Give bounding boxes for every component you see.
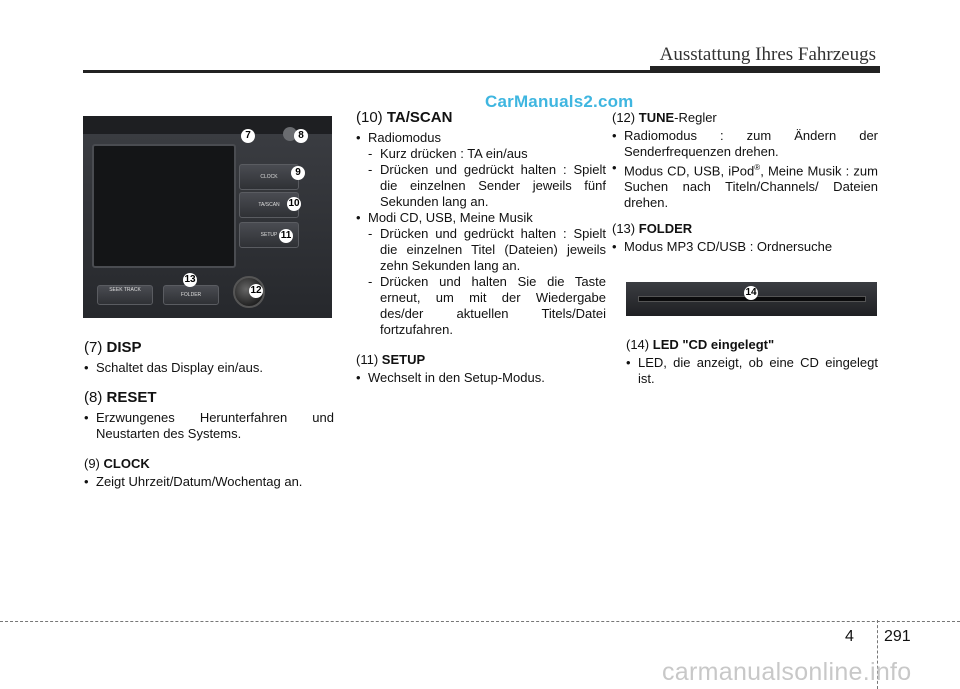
section-13-heading: (13) FOLDER	[612, 221, 693, 237]
section-14-heading: (14) LED "CD eingelegt"	[626, 337, 775, 352]
callout-13: 13	[184, 274, 196, 285]
section-8-bullet: • Erzwungenes Herunterfahren und Neustarten des Systems.	[84, 410, 334, 442]
callout-10: 10	[288, 198, 300, 209]
section-7-heading: (7) DISP	[84, 339, 142, 356]
footer-watermark: carmanualsonline.info	[662, 658, 912, 686]
section-9-heading: (9) CLOCK	[84, 456, 150, 471]
column-1	[84, 340, 334, 490]
callout-8: 8	[294, 129, 308, 143]
chapter-number: 4	[845, 628, 854, 645]
header-title: Ausstattung Ihres Fahrzeugs	[659, 44, 876, 65]
section-10-sub-2: - Drücken und gedrückt halten : Spielt die einzelnen Sender jeweils fünf Sekunden lang an.	[356, 162, 606, 210]
radio-display	[92, 144, 236, 268]
section-10-sub-4: - Drücken und halten Sie die Taste erneut, um mit der Wiedergabe des/der aktuellen Titels/Datei fortzufahren.	[356, 274, 606, 338]
section-10-bullet-1: • Radiomodus	[356, 130, 606, 146]
column-3	[612, 110, 878, 255]
radio-photo	[83, 116, 332, 318]
section-8-heading: (8) RESET	[84, 389, 157, 406]
callout-14: 14	[745, 287, 757, 298]
section-12-bullet-2: • Modus CD, USB, iPod®, Meine Musik : zum Suchen nach Titeln/Channels/ Dateien drehen.	[612, 160, 878, 211]
page-number: 291	[884, 628, 911, 645]
section-7-bullet: • Schaltet das Display ein/aus.	[84, 360, 334, 376]
column-2	[356, 110, 606, 386]
section-10-sub-1: - Kurz drücken : TA ein/aus	[356, 146, 606, 162]
section-14-bullet: • LED, die anzeigt, ob eine CD eingelegt ist.	[626, 355, 878, 387]
tascan-button: TA/SCAN	[239, 192, 299, 218]
section-10-sub-3: - Drücken und gedrückt halten : Spielt die einzelnen Titel (Dateien) jeweils zehn Sekunden lang an.	[356, 226, 606, 274]
section-12-heading: (12) TUNE-Regler	[612, 110, 717, 125]
section-10-heading: (10) TA/SCAN	[356, 109, 453, 126]
section-11-heading: (11) SETUP	[356, 352, 426, 367]
section-10-bullet-2: • Modi CD, USB, Meine Musik	[356, 210, 606, 226]
footer-rule	[0, 621, 960, 622]
cd-slot-photo	[626, 282, 877, 316]
seek-track-button: SEEK TRACK	[97, 285, 153, 305]
section-9-bullet: • Zeigt Uhrzeit/Datum/Wochentag an.	[84, 474, 334, 490]
section-12-bullet-1: • Radiomodus : zum Ändern der Senderfrequenzen drehen.	[612, 128, 878, 160]
clock-button: CLOCK	[239, 164, 299, 190]
folder-button: FOLDER	[163, 285, 219, 305]
watermark-link[interactable]: CarManuals2.com	[485, 92, 634, 111]
setup-button: SETUP	[239, 222, 299, 248]
callout-11: 11	[280, 230, 292, 241]
callout-7: 7	[241, 129, 255, 143]
section-11-bullet: • Wechselt in den Setup-Modus.	[356, 370, 606, 386]
callout-9: 9	[291, 166, 305, 180]
header-rule	[83, 70, 880, 73]
section-13-bullet: • Modus MP3 CD/USB : Ordnersuche	[612, 239, 878, 255]
column-3-lower	[626, 337, 878, 387]
callout-12: 12	[250, 285, 262, 296]
